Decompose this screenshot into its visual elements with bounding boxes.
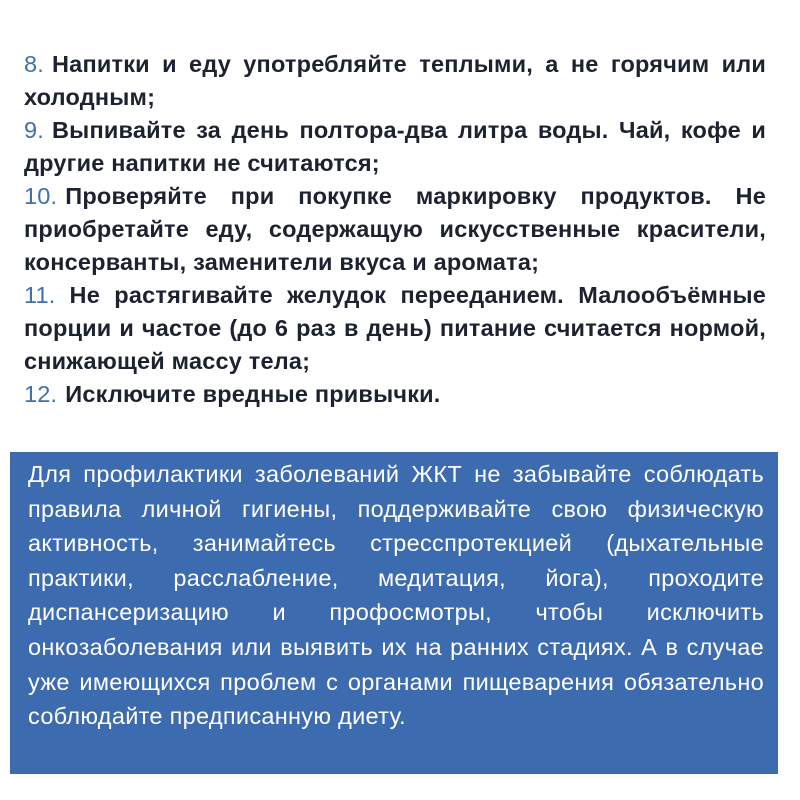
list-item (24, 378, 766, 411)
item-text: Не растягивайте желудок перееданием. Малообъёмные порции и частое (до 6 раз в день) питание считается нормой, снижающей массу тела; (24, 282, 766, 374)
item-number: 12. (24, 381, 58, 407)
item-text: Исключите вредные привычки. (65, 381, 441, 407)
item-number: 10. (24, 183, 58, 209)
item-text: Проверяйте при покупке маркировку продуктов. Не приобретайте еду, содержащую искусственные красители, консерванты, заменители вкуса и аромата; (24, 183, 766, 275)
prevention-note-text: Для профилактики заболеваний ЖКТ не забывайте соблюдать правила личной гигиены, поддерживайте свою физическую активность, занимайтесь стресспротекцией (дыхательные практики, расслабление, медитация, йога), проходите диспансеризацию и профосмотры, чтобы исключить онкозаболевания или выявить их на ранних стадиях. А в случае уже имеющихся проблем с органами пищеварения обязательно соблюдайте предписанную диету. (28, 461, 764, 730)
list-item (24, 48, 766, 114)
item-number: 9. (24, 117, 44, 143)
list-item (24, 180, 766, 279)
prevention-note-box (10, 452, 778, 774)
item-text: Выпивайте за день полтора-два литра воды. Чай, кофе и другие напитки не считаются; (24, 117, 766, 176)
recommendations-list (24, 48, 766, 411)
item-number: 11. (24, 282, 56, 308)
list-item (24, 279, 766, 378)
item-text: Напитки и еду употребляйте теплыми, а не горячим или холодным; (24, 51, 766, 110)
item-number: 8. (24, 51, 44, 77)
list-item (24, 114, 766, 180)
